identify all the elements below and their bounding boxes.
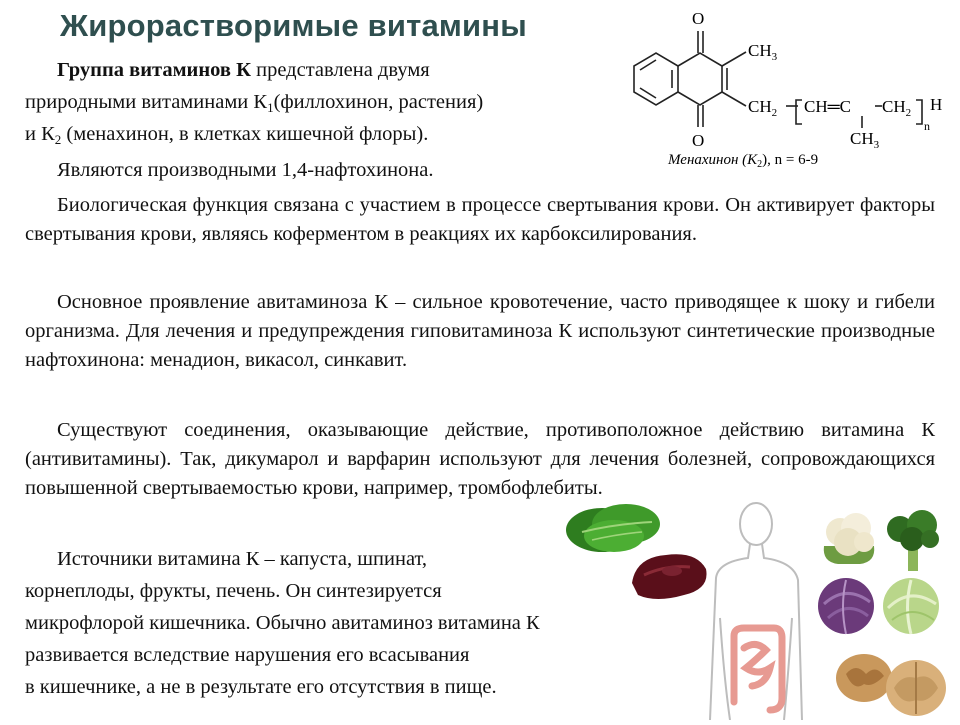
svg-text:CH3 <box>748 41 778 63</box>
svg-text:CH3 <box>850 129 880 151</box>
paragraph-6-line-2: корнеплоды, фрукты, печень. Он синтезируется <box>25 580 442 602</box>
broccoli-image <box>884 505 942 573</box>
paragraph-5: Существуют соединения, оказывающие действие, противоположное действию витамина К (антивитамины). Так, дикумарол и варфарин используют для лечения болезней, сопровождающихся повышенной свертываемостью крови, например, тромбофлебиты. <box>25 419 935 499</box>
paragraph-6-line-5: в кишечнике, а не в результате его отсутствия в пище. <box>25 676 497 698</box>
ch3-top-sub: 3 <box>771 51 778 63</box>
ch3-bottom-label: CH <box>850 129 874 148</box>
paragraph-1-text-3: (филлохинон, растения) <box>273 91 484 113</box>
paragraph-4: Основное проявление авитаминоза К – сильное кровотечение, часто приводящее к шоку и гибели организма. Для лечения и предупреждения гиповитаминоза К используют синтетические производные нафтохинона: менадион, викасол, синкавит. <box>25 291 935 371</box>
chain-mid-label: CH═C <box>804 97 851 116</box>
oxygen-bottom-label: O <box>692 131 705 150</box>
paragraph-1-text-1: представлена двумя <box>250 59 430 81</box>
svg-text:Менахинон (К2), n = 6-9 <box>667 152 818 170</box>
ch2-left-label: CH <box>748 97 772 116</box>
menaquinone-formula <box>620 4 960 172</box>
paragraph-6-line-4: развивается вследствие нарушения его всасывания <box>25 644 470 666</box>
oxygen-top-label: O <box>692 9 705 28</box>
svg-text:CH2 <box>748 97 777 119</box>
formula-caption-end: ), n = 6-9 <box>762 152 819 168</box>
repeat-n-label: n <box>924 119 930 133</box>
ch2-left-sub: 2 <box>771 107 778 119</box>
formula-caption: Менахинон (К <box>668 152 758 168</box>
paragraph-6-line-3: микрофлорой кишечника. Обычно авитаминоз витамина К <box>25 612 540 634</box>
paragraph-1-bold: Группа витаминов К <box>57 59 251 81</box>
human-silhouette-image <box>700 498 810 720</box>
paragraph-2: Являются производными 1,4-нафтохинона. <box>57 159 434 181</box>
svg-text:CH2 <box>882 97 911 119</box>
ch3-top-label: CH <box>748 41 772 60</box>
formula-caption-sub: 2 <box>757 159 763 170</box>
page-title: Жирорастворимые витамины <box>60 8 527 43</box>
paragraph-3: Биологическая функция связана с участием в процессе свертывания крови. Он активирует факторы свертывания крови, являясь коферментом в реакциях их карбоксилирования. <box>25 194 935 245</box>
paragraph-6-line-1: Источники витамина К – капуста, шпинат, <box>57 548 428 570</box>
paragraph-1-sub-1: 1 <box>267 100 274 115</box>
cabbage-image <box>880 574 942 636</box>
cauliflower-image <box>820 506 878 568</box>
hydrogen-label: H <box>930 95 943 114</box>
walnuts-image <box>832 644 950 720</box>
paragraph-1-sub-2: 2 <box>54 132 62 147</box>
red-cabbage-image <box>814 574 878 638</box>
paragraph-1-text-5: (менахинон, в клетках кишечной флоры). <box>61 123 429 145</box>
ch2-right-label: CH <box>882 97 906 116</box>
paragraph-1-line-2 <box>25 88 483 117</box>
paragraph-1-line-3 <box>25 120 428 149</box>
paragraph-1-text-4: и К <box>25 123 55 145</box>
ch3-bottom-sub: 3 <box>873 139 880 151</box>
ch2-right-sub: 2 <box>905 107 912 119</box>
paragraph-1-line-1 <box>57 56 430 85</box>
paragraph-1-text-2: природными витаминами К <box>25 91 268 113</box>
